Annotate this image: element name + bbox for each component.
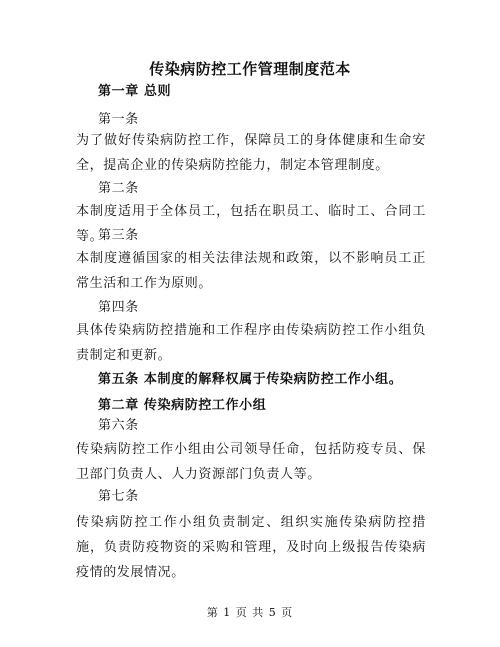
article-7-text: 传染病防控工作小组负责制定、组织实施传染病防控措施，负责防疫物资的采购和管理，及时向上级报告传染病疫情的发展情况。: [76, 515, 426, 580]
article-6-text: 传染病防控工作小组由公司领导任命，包括防疫专员、保卫部门负责人、人力资源部门负责人等。: [76, 442, 426, 482]
article-7-label: 第七条: [98, 489, 139, 504]
article-4-label: 第四条: [98, 300, 139, 315]
document-title: 传染病防控工作管理制度范本: [149, 60, 351, 78]
article-3-text: 本制度遵循国家的相关法律法规和政策，以不影响员工正常生活和工作为原则。: [76, 251, 426, 291]
article-2-text: 本制度适用于全体员工，包括在职员工、临时工、合同工等。: [76, 204, 426, 244]
article-2-label: 第二条: [98, 181, 139, 196]
article-3-label: 第三条: [98, 228, 139, 243]
article-4-text: 具体传染病防控措施和工作程序由传染病防控工作小组负责制定和更新。: [76, 323, 426, 363]
article-1-text: 为了做好传染病防控工作，保障员工的身体健康和生命安全，提高企业的传染病防控能力，制定本管理制度。: [76, 133, 426, 173]
article-1-label: 第一条: [98, 112, 139, 127]
chapter-1-heading: 第一章 总则: [98, 84, 172, 99]
chapter-2-heading: 第二章 传染病防控工作小组: [98, 398, 267, 413]
article-5-text: 第五条 本制度的解释权属于传染病防控工作小组。: [98, 372, 403, 387]
page-footer: 第 1 页 共 5 页: [206, 606, 294, 619]
article-6-label: 第六条: [98, 418, 139, 433]
